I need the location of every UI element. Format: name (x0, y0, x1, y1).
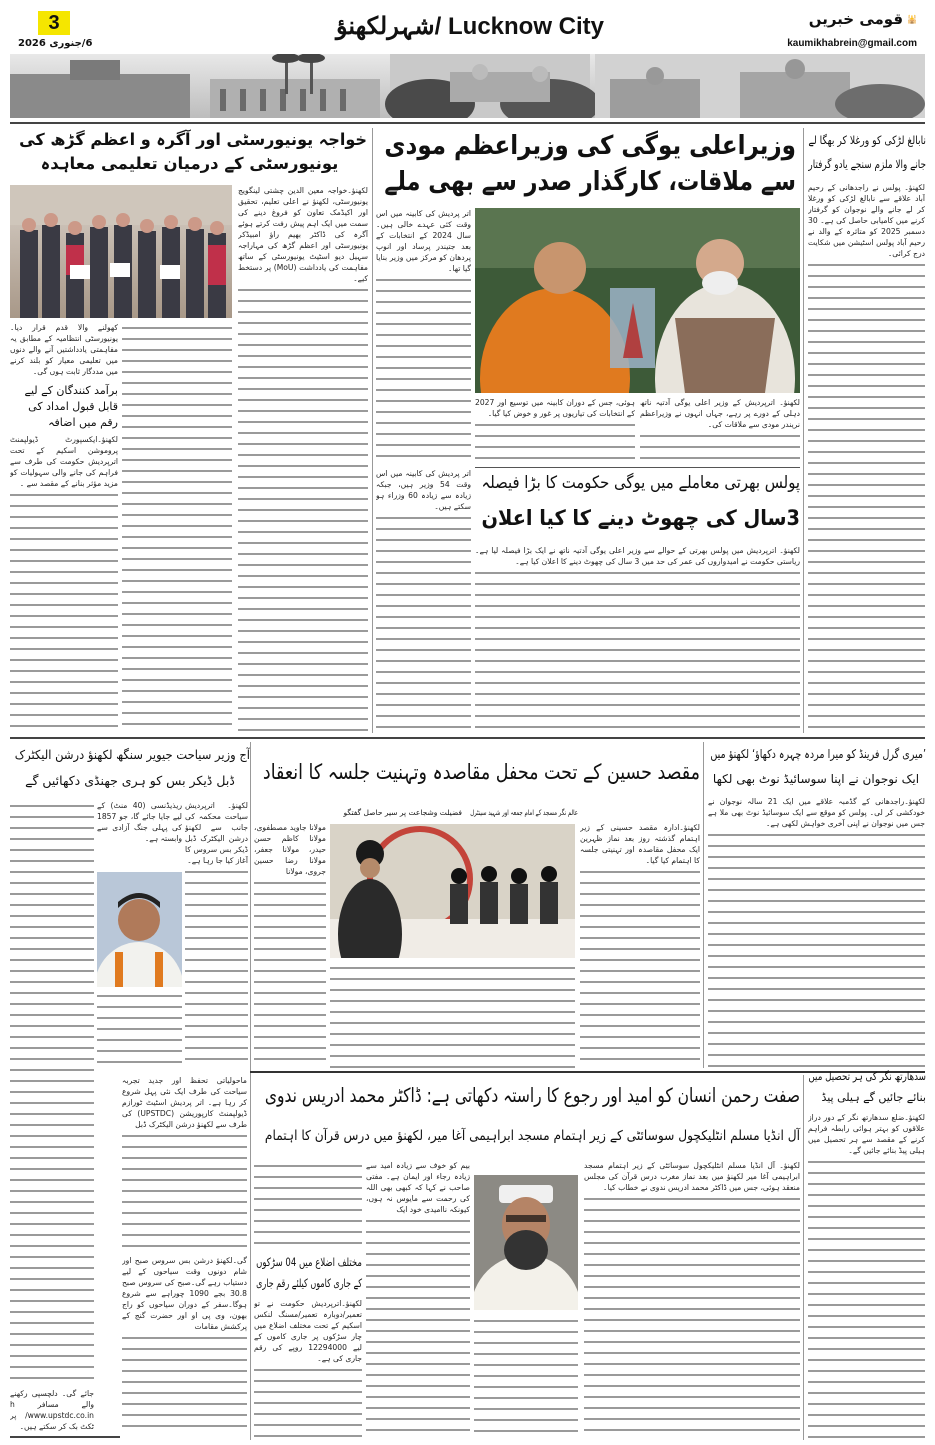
minister-portrait-photo (97, 872, 182, 987)
nadvi-body-text-3 (474, 1316, 578, 1440)
cm-pm-lead-text: اتر پردیش کی کابینہ میں اس وقت کئی عہدے خالی ہیں۔ سال 2024 کے انتخابات کے بعد جتیندر پرساد اور انوپ پردھان کو مرکز میں وزیر بنایا گیا تھا۔ (376, 209, 471, 273)
cm-pm-headline-line1: وزیراعلی یوگی کی وزیراعظم مودی (384, 131, 796, 161)
export-lead-text: لکھنؤ۔ایکسپورٹ ڈیولپمنٹ پروموشن اسکیم کے تحت اترپردیش حکومت کی طرف سے فراہم کی جانے والی سہولیات کو مزید مؤثر بنانے کے مقصد سے ۔ (10, 434, 118, 488)
column-divider (803, 1075, 804, 1440)
police-headline (475, 470, 800, 540)
maqsad-col-3 (330, 962, 575, 1068)
suicide-headline-line2: ایک نوجوان نے اپنا سوسائیڈ نوٹ بھی لکھا (712, 772, 920, 786)
police-col-1 (475, 545, 800, 733)
cm-pm-body-text (376, 275, 471, 464)
suicide-headline (706, 742, 926, 792)
section-title: Lucknow City /شہرلکھنؤ (335, 13, 605, 40)
helipad-headline (806, 1066, 926, 1108)
minor-lead-text: لکھنؤ۔ پولس نے راجدھانی کے رحیم آباد علاقے سے نابالغ لڑکی کو ورغلا کر لے جانے والے نوجوان کو گرفتار کرنے میں کامیابی حاصل کی ہے۔ 30 دسمبر 2025 کو متاثرہ کے والد نے رحیم آباد پولس اسٹیشن میں شکایت درج کرائی۔ (808, 183, 925, 258)
export-subheadline: برآمد کنندگان کے لیے قابل قبول امداد کی رقم میں اضافہ (24, 384, 118, 429)
nadvi-body-text-2 (366, 1216, 470, 1440)
roads-headline-line2: کے جاری کاموں کیلئے رقم جاری (256, 1276, 362, 1290)
suicide-lead-text: لکھنؤ۔راجدھانی کے گڈمبہ علاقے میں ایک 21 سالہ نوجوان نے خودکشی کر لی۔ پولس کو موقع سے ایک سوسائیڈ نوٹ بھی ملا ہے جس میں نوجوان نے اپنی آخری خواہش لکھی ہے۔ (708, 797, 925, 828)
bus-footer-text: جائے گی۔ دلچسپی رکھنے والے مسافر h www.upstdc.co.in/ پر ٹکٹ بک کر سکتے ہیں۔ (10, 1389, 94, 1431)
suicide-col (708, 796, 925, 1068)
maqsad-event-photo (330, 824, 575, 958)
nadvi-lead-text: لکھنؤ۔ آل انڈیا مسلم انٹلیکچول سوسائٹی کے زیر اہتمام مسجد ابراہیمی آغا میر لکھنؤ میں بعد نماز مغرب درس قرآن کی مجلس منعقد ہوئی، جس میں ڈاکٹر محمد ادریس ندوی نے خطاب کیا۔ (584, 1161, 800, 1192)
masthead-logo (809, 10, 917, 28)
issue-date: 6/جنوری 2026 (18, 38, 93, 49)
nadvi-headline-text: صفت رحمن انسان کو امید اور رجوع کا راستہ دکھاتی ہے: ڈاکٹر محمد ادریس ندوی (264, 1084, 800, 1107)
page-number-badge: 3 (38, 11, 70, 35)
maqsad-headline (254, 744, 700, 800)
cm-pm-body-text-2 (640, 431, 800, 463)
nadvi-col2-text: بیم کو خوف سے زیادہ امید سے زیادہ رجاء اور ایمان ہے۔ مفتی صاحب نے کہا کہ کبھی بھی اللہ کی رحمت سے مایوس نہ ہوں، کیونکہ ناامیدی خود ایک (366, 1161, 470, 1214)
bus-col2-text: ریذیڈنسی (40 منٹ) کے لیے جایا جائے گا، جو 1857 کی پہلی جنگ آزادی سے وابستہ ہے۔ (97, 801, 182, 843)
nadvi-headline (254, 1076, 800, 1116)
univ-headline (12, 128, 367, 176)
maqsad-col-2 (254, 822, 326, 1068)
gathering-illustration (330, 824, 575, 958)
cm-pm-body-text-3 (475, 420, 635, 463)
maqsad-headline-text: مقصد حسین کے تحت محفل مقاصدہ وتہنیت جلسہ کا انعقاد (262, 760, 700, 784)
cm-pm-col-1 (376, 208, 471, 464)
nadvi-col-3 (474, 1315, 578, 1440)
police-headline-line1: پولس بھرتی معاملے میں یوگی حکومت کا بڑا فیصلہ (481, 473, 800, 493)
cm-pm-col-2 (640, 397, 800, 463)
cm-pm-col-3 (475, 397, 635, 463)
maqsad-subheading-2 (332, 806, 462, 820)
column-divider (372, 128, 373, 733)
bus-col-5 (122, 1255, 247, 1435)
roads-headline-line1: مختلف اضلاع میں 04 سڑکوں (256, 1255, 362, 1269)
nadvi-col-4 (254, 1160, 362, 1248)
bus-headline (10, 742, 250, 794)
helipad-lead-text: لکھنؤ۔ضلع سدھارتھ نگر کے دور دراز علاقوں کو بہتر ہوائی رابطہ فراہم کرنے کے مقصد سے ہر تحصیل میں ہیلی پیڈ بنائے جائیں گے۔ (808, 1113, 925, 1155)
cm-pm-headline (376, 128, 796, 200)
roads-lead-text: لکھنؤ۔اترپردیش حکومت نے تو تعمیر/دوبارہ تعمیر/مسنگ لنکس اسکیم کے تحت مختلف اضلاع میں چار سڑکوں پر جاری کاموں کے لیے 12294000 روپے کی رقم جاری کی ہے۔ (254, 1299, 362, 1363)
section-divider (10, 737, 925, 739)
bus-end-rule (10, 1436, 120, 1438)
nadvi-body-text (584, 1194, 800, 1440)
police-body-text (475, 568, 800, 733)
column-divider (803, 128, 804, 733)
maqsad-subheading-1-text: عالم نگر مسجد کے امام جمعہ اور شہید سینٹرل (470, 808, 578, 817)
police-col2-text: اتر پردیش کی کابینہ میں اس وقت 54 وزیر ہیں، جبکہ زیادہ سے زیادہ 60 وزراء ہو سکتے ہیں۔ (376, 469, 471, 511)
nadvi-body-text-4 (254, 1161, 362, 1248)
bus-body-text (185, 867, 248, 1068)
group-photo-illustration (10, 185, 232, 318)
bus-body-text-5 (122, 1333, 247, 1435)
cm-pm-col2-text: لکھنؤ۔ اترپردیش کے وزیر اعلی یوگی آدتیہ ناتھ دہلی کے دورے پر رہے، جہاں انہوں نے وزیراعظم نریندر مودی سے ملاقات کی۔ (640, 398, 800, 429)
bus-body-text-4 (122, 1131, 247, 1250)
nadvi-subheadline (254, 1118, 800, 1154)
nadvi-subheadline-text: آل انڈیا مسلم انٹلیکچول سوسائٹی کے زیر اہتمام مسجد ابراہیمی آغا میر، لکھنؤ میں درس قرآن کا اہتمام (264, 1128, 800, 1144)
bus-body-text-3 (10, 801, 94, 1385)
police-body-text-2 (376, 513, 471, 733)
bus-col3-text: ماحولیاتی تحفظ اور جدید تجربہ سیاحت کی طرف ایک نئی پہل شروع کر رہا ہے۔ اتر پردیش اسٹیٹ ٹورازم ڈیولپمنٹ کارپوریشن (UPSTDC) کی طرف سے لکھنؤ درشن الیکٹرک ڈبل (122, 1076, 247, 1129)
nadvi-col-2 (366, 1160, 470, 1440)
univ-col-2 (122, 322, 232, 733)
maqsad-col-1 (580, 822, 700, 1068)
lucknow-monuments-illustration (10, 54, 925, 118)
column-divider (703, 742, 704, 1068)
univ-body-text (238, 285, 368, 733)
bus-col-2b (97, 990, 182, 1068)
univ-headline-line1: خواجہ یونیورسٹی اور آگرہ و اعظم گڑھ کی (19, 130, 368, 149)
scholar-portrait-illustration (474, 1175, 578, 1310)
column-divider (250, 742, 251, 1440)
suicide-headline-line1: ’میری گرل فرینڈ کو میرا مردہ چہرہ دکھاؤ‘ لکھنؤ میں (710, 747, 926, 761)
univ-col-main (238, 185, 368, 733)
maqsad-lead-text: لکھنؤ۔ادارہ مقصد حسینی کے زیر اہتمام گذشتہ روز بعد نماز ظہرین ایک محفل مقاصدہ اور تہنیتی جلسہ کا اہتمام کیا گیا۔ (580, 823, 700, 865)
export-body-text (10, 490, 118, 733)
bus-col-4 (122, 1075, 247, 1250)
bus-col-3 (10, 800, 94, 1432)
minor-headline (806, 128, 926, 176)
police-col-2 (376, 468, 471, 733)
maqsad-subheading-1 (468, 806, 578, 820)
roads-col (254, 1298, 362, 1440)
yogi-modi-illustration (475, 208, 800, 393)
helipad-headline-line1: سدھارتھ نگر کی ہر تحصیل میں (808, 1070, 926, 1083)
bus-headline-line1: آج وزیر سیاحت جیویر سنگھ لکھنؤ درشن الیکٹرک (14, 747, 251, 762)
univ-col-1 (10, 322, 118, 733)
contact-email[interactable]: kaumikhabrein@gmail.com (787, 38, 917, 49)
minor-body-text (808, 260, 925, 733)
cm-pm-meeting-photo (475, 208, 800, 393)
maqsad-body-text (580, 867, 700, 1068)
maqsad-col2-text: مولانا جاوید مصطفوی، مولانا کاظم حسن حیدر، مولانا جعفر، مولانا رضا حسین جروی، مولانا (254, 823, 326, 876)
bus-col-2 (97, 800, 182, 870)
bus-col-1 (185, 800, 248, 1068)
nadvi-col-1 (584, 1160, 800, 1440)
univ-headline-line2: یونیورسٹی کے درمیان تعلیمی معاہدہ (40, 154, 339, 173)
univ-body-text-2 (122, 323, 232, 733)
city-banner-image (10, 54, 925, 118)
cm-pm-col3-text: ہوئی، جس کے دوران کابینہ میں توسیع اور 2027 کے انتخابات کی تیاریوں پر غور و خوض کیا گیا۔ (475, 398, 635, 418)
bus-headline-line2: ڈبل ڈیکر بس کو ہری جھنڈی دکھائیں گے (25, 773, 235, 788)
univ-lead-text: لکھنؤ۔خواجہ معین الدین چشتی لینگویج یونیورسٹی، لکھنؤ نے اعلی تعلیم، تحقیق اور اکیڈمک تعاون کو فروغ دینے کی سمت میں ایک اہم پیش رفت کرتے ہوئے آگرہ کی ڈاکٹر بھیم راؤ امبیڈکر یونیورسٹی اور اعظم گڑھ کی مہاراجہ سہیل دیو اسٹیٹ یونیورسٹی کے ساتھ مفاہمت کی یادداشت (MoU) پر دستخط کیے۔ (238, 186, 368, 283)
roads-body-text (254, 1365, 362, 1440)
maqsad-body-text-2 (254, 878, 326, 1068)
univ-col1-text: کھولنے والا قدم قرار دیا۔ یونیورسٹی انتظامیہ کے مطابق یہ مفاہمتی یادداشتیں آنے والے دنوں میں تعلیمی معیار کو بلند کرنے میں مددگار ثابت ہوں گی۔ (10, 323, 118, 376)
maqsad-subheading-2-text: فضیلت وشجاعت پر سیر حاصل گفتگو (343, 808, 462, 817)
minister-portrait-illustration (97, 872, 182, 987)
police-lead-text: لکھنؤ۔ اترپردیش میں پولس بھرتی کے حوالے سے وزیر اعلی یوگی آدتیہ ناتھ نے ایک بڑا فیصلہ لیا ہے۔ ریاستی حکومت نے امیدواروں کی عمر کی حد میں 3 سال کی چھوٹ دینے کا اعلان کیا ہے۔ (475, 546, 800, 566)
suicide-body-text (708, 830, 925, 1068)
logo-mark-icon: 🕌 (907, 14, 917, 24)
roads-headline (254, 1252, 362, 1294)
univ-mou-photo (10, 185, 232, 318)
minor-col (808, 182, 925, 733)
minor-headline-line2: جانے والا ملزم سنجے یادو گرفتار (808, 157, 926, 171)
logo-text: قومی خبریں (808, 10, 904, 28)
police-headline-line2: 3سال کی چھوٹ دینے کا کیا اعلان (481, 506, 800, 530)
cm-pm-headline-line2: سے ملاقات، کارگذار صدر سے بھی ملے (384, 167, 796, 197)
helipad-col (808, 1112, 925, 1440)
helipad-headline-line2: بنائے جائیں گے ہیلی پیڈ (821, 1091, 926, 1104)
maqsad-body-text-3 (330, 963, 575, 1068)
bus-body-text-2 (97, 991, 182, 1068)
header-divider (10, 122, 925, 124)
helipad-body-text (808, 1157, 925, 1440)
minor-headline-line1: نابالغ لڑکی کو ورغلا کر بھگا لے (808, 133, 926, 147)
article-divider (475, 467, 800, 468)
bus-lead-text: لکھنؤ۔ اترپردیش سیاحت محکمہ کی جانب سے لکھنؤ درشن الیکٹرک ڈبل ڈیکر بس سروس کا آغاز کیا جا رہا ہے۔ (185, 801, 248, 865)
bus-col4-text: گی۔لکھنؤ درشن بس سروس صبح اور شام دونوں وقت سیاحوں کے لیے دستیاب رہے گی۔صبح کی سروس صبح 30.8 بجے 1090 چوراہے سے شروع ہوگا۔سفر کے دوران سیاحوں کو راج بھون، وی پی او اور حضرت گنج کے پرکشش مقامات (122, 1256, 247, 1331)
nadvi-portrait-photo (474, 1175, 578, 1310)
